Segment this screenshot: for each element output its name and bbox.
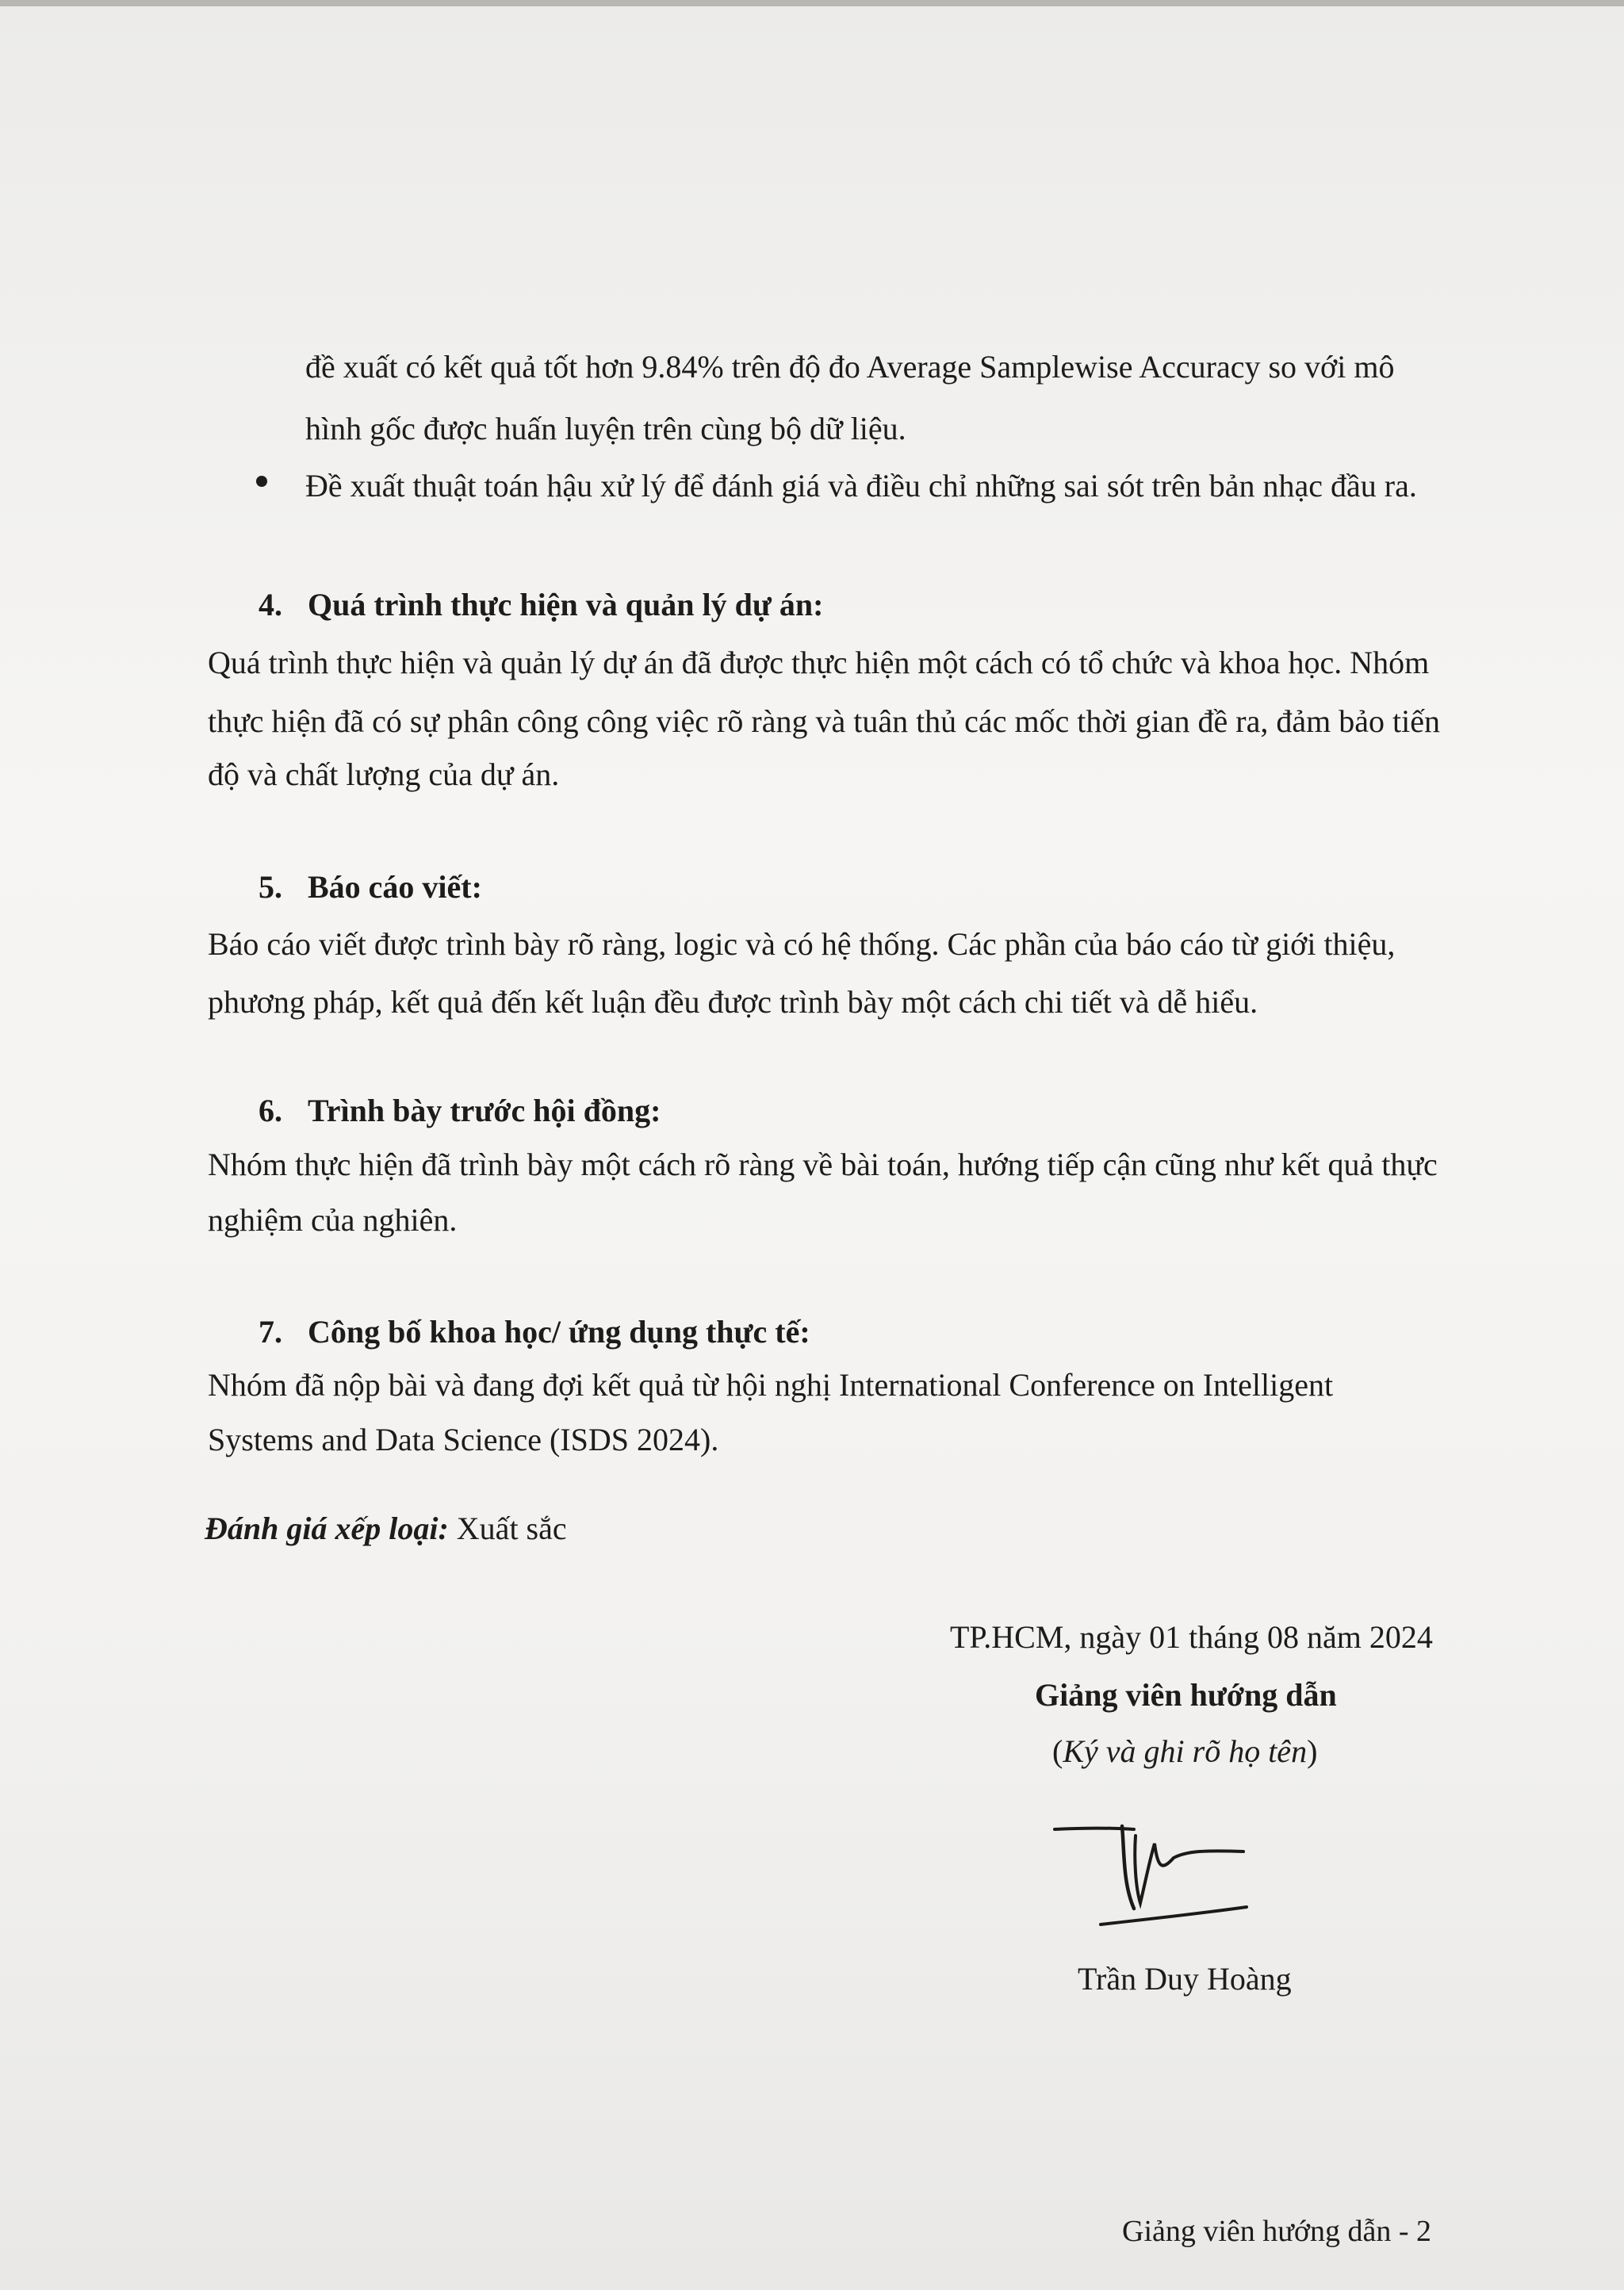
section-4-line-3: độ và chất lượng của dự án. <box>208 756 560 792</box>
section-number: 5. <box>259 869 282 905</box>
intro-bullet-item: Đề xuất thuật toán hậu xử lý để đánh giá và điều chỉ những sai sót trên bản nhạc đầu ra. <box>305 468 1417 504</box>
section-title: Quá trình thực hiện và quản lý dự án: <box>308 587 824 622</box>
bullet-dot-icon <box>256 476 267 487</box>
section-4-line-2: thực hiện đã có sự phân công công việc rõ ràng và tuân thủ các mốc thời gian đề ra, đảm bảo tiến <box>208 703 1440 739</box>
section-5-line-2: phương pháp, kết quả đến kết luận đều được trình bày một cách chi tiết và dễ hiểu. <box>208 984 1258 1020</box>
signer-role: Giảng viên hướng dẫn <box>1035 1677 1337 1713</box>
section-6-line-1: Nhóm thực hiện đã trình bày một cách rõ ràng về bài toán, hướng tiếp cận cũng như kết quả thực <box>208 1147 1438 1182</box>
section-title: Công bố khoa học/ ứng dụng thực tế: <box>308 1314 810 1350</box>
section-5-line-1: Báo cáo viết được trình bày rõ ràng, logic và có hệ thống. Các phần của báo cáo từ giới thiệu, <box>208 926 1396 962</box>
section-4-line-1: Quá trình thực hiện và quản lý dự án đã được thực hiện một cách có tổ chức và khoa học. Nhóm <box>208 645 1430 680</box>
section-6-line-2: nghiệm của nghiên. <box>208 1202 458 1238</box>
evaluation-value: Xuất sắc <box>456 1511 567 1546</box>
handwritten-signature <box>1047 1812 1253 1939</box>
signer-name: Trần Duy Hoàng <box>1078 1961 1292 1997</box>
section-heading-5 <box>259 856 482 918</box>
section-heading-6 <box>259 1080 661 1142</box>
signature-instruction: (Ký và ghi rõ họ tên) <box>1052 1733 1318 1769</box>
place-date: TP.HCM, ngày 01 tháng 08 năm 2024 <box>950 1619 1433 1655</box>
section-title: Trình bày trước hội đồng: <box>308 1093 661 1128</box>
evaluation-label: Đánh giá xếp loại: <box>205 1511 449 1546</box>
page-footer: Giảng viên hướng dẫn - 2 <box>1122 2215 1432 2248</box>
evaluation-line <box>205 1498 567 1560</box>
signature-instruction-text: Ký và ghi rõ họ tên <box>1063 1733 1308 1769</box>
section-7-line-2: Systems and Data Science (ISDS 2024). <box>208 1422 719 1457</box>
section-number: 7. <box>259 1314 282 1350</box>
intro-line-2: hình gốc được huấn luyện trên cùng bộ dữ liệu. <box>305 411 906 446</box>
section-number: 4. <box>259 587 282 622</box>
section-heading-4 <box>259 574 823 636</box>
section-7-line-1: Nhóm đã nộp bài và đang đợi kết quả từ hội nghị International Conference on Intelligent <box>208 1367 1334 1403</box>
intro-line-1: đề xuất có kết quả tốt hơn 9.84% trên độ đo Average Samplewise Accuracy so với mô <box>305 349 1395 385</box>
section-title: Báo cáo viết: <box>308 869 482 905</box>
section-number: 6. <box>259 1093 282 1128</box>
